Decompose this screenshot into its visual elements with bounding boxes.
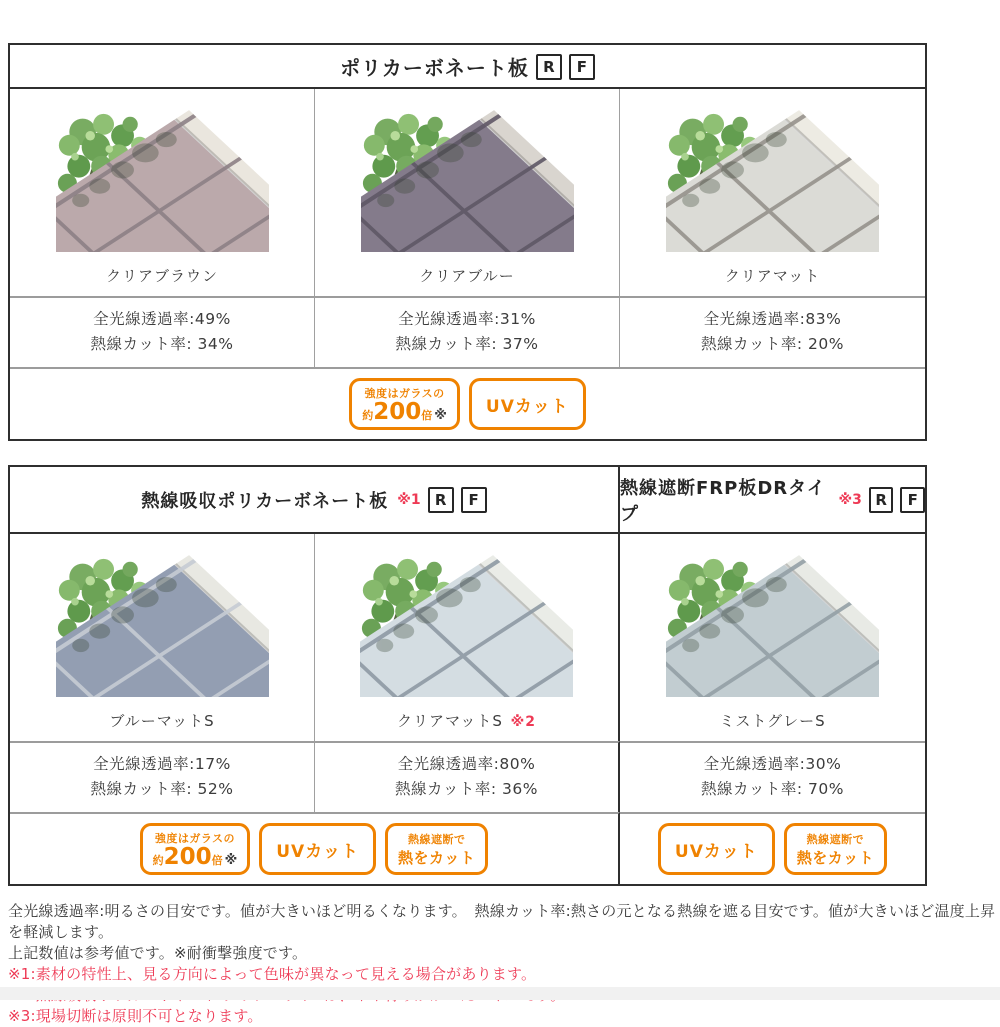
tag-f-icon: F [461, 487, 487, 513]
roof-photo-clear-brown [56, 107, 269, 252]
table2-badges-right [620, 812, 925, 884]
footnote-reference: 上記数値は参考値です。※耐衝撃強度です。 [8, 944, 308, 963]
specs-clear-matte-s [315, 741, 620, 812]
table2-note-right: ※3 [838, 492, 862, 509]
heat-absorbing-table [8, 465, 927, 886]
transmittance-value: 全光線透過率:83% [703, 310, 842, 328]
transmittance-value: 全光線透過率:31% [398, 310, 536, 328]
panel-name: クリアブラウン [105, 267, 218, 285]
table2-title-left: 熱線吸収ポリカーボネート板 [141, 491, 389, 513]
roof-photo-clear-matte [666, 107, 879, 252]
heatcut-value: 熱線カット率: 37% [395, 335, 539, 354]
panel-cell-clear-brown [10, 89, 315, 296]
panel-name: クリアマット [724, 267, 821, 285]
tag-f-icon: F [569, 54, 595, 80]
heatcut-value: 熱線カット率: 36% [395, 780, 538, 799]
panel-cell-clear-matte-s [315, 534, 620, 741]
panel-cell-clear-matte [620, 89, 925, 296]
uv-cut-badge: UVカット [469, 378, 586, 430]
panel-cell-mist-gray-s [620, 534, 925, 741]
table1-title: ポリカーボネート板 [340, 56, 529, 80]
table2-note-left: ※1 [397, 492, 421, 509]
specs-mist-gray-s [620, 741, 925, 812]
strength-badge: 強度はガラスの 約 200 倍 ※ [140, 823, 251, 875]
table2-header-right [620, 467, 925, 534]
panel-name-note: ※2 [510, 714, 537, 731]
uv-cut-badge: UVカット [259, 823, 376, 875]
panel-name: クリアマットS ※2 [396, 712, 537, 731]
roof-photo-clear-matte-s [360, 552, 573, 697]
panel-cell-blue-matte-s [10, 534, 315, 741]
table2-header-left [10, 467, 620, 534]
table2-title-right: 熱線遮断FRP板DRタイプ [620, 478, 826, 526]
panel-name: クリアブルー [419, 267, 515, 285]
panel-cell-clear-blue [315, 89, 620, 296]
table1-badges [10, 367, 925, 439]
tag-r-icon: R [428, 487, 454, 513]
roof-photo-clear-blue [361, 107, 574, 252]
footnote-definitions: 全光線透過率:明るさの目安です。値が大きいほど明るくなります。 熱線カット率:熱さの元となる熱線を遮る目安です。値が大きいほど温度上昇を軽減します。 [8, 902, 996, 942]
tag-f-icon: F [900, 487, 925, 513]
transmittance-value: 全光線透過率:80% [397, 755, 536, 774]
uv-cut-badge: UVカット [658, 823, 775, 875]
heat-block-badge: 熱線遮断で 熱をカット [385, 823, 488, 875]
tag-r-icon: R [869, 487, 894, 513]
page-bottom-strip [0, 987, 1000, 1000]
specs-clear-matte [620, 296, 925, 367]
polycarbonate-table [8, 43, 927, 441]
roof-photo-mist-gray-s [666, 552, 879, 697]
footnote-3: ※3:現場切断は原則不可となります。 [8, 1007, 263, 1026]
tag-r-icon: R [536, 54, 562, 80]
transmittance-value: 全光線透過率:49% [93, 310, 231, 328]
table2-badges-left [10, 812, 620, 884]
specs-clear-blue [315, 296, 620, 367]
heatcut-value: 熱線カット率: 20% [701, 335, 844, 354]
footnotes [8, 901, 1000, 1027]
heatcut-value: 熱線カット率: 52% [90, 780, 234, 799]
strength-badge: 強度はガラスの 約 200 倍 ※ [349, 378, 460, 430]
panel-name: ブルーマットS [109, 712, 215, 731]
heat-block-badge: 熱線遮断で 熱をカット [784, 823, 887, 875]
footnote-1: ※1:素材の特性上、見る方向によって色味が異なって見える場合があります。 [8, 965, 537, 984]
specs-clear-brown [10, 296, 315, 367]
specs-blue-matte-s [10, 741, 315, 812]
transmittance-value: 全光線透過率:30% [703, 755, 842, 774]
panel-name: ミストグレーS [719, 712, 826, 731]
table1-header [10, 45, 925, 89]
roof-photo-blue-matte-s [56, 552, 269, 697]
heatcut-value: 熱線カット率: 34% [90, 335, 234, 354]
heatcut-value: 熱線カット率: 70% [701, 780, 844, 799]
transmittance-value: 全光線透過率:17% [93, 755, 231, 774]
